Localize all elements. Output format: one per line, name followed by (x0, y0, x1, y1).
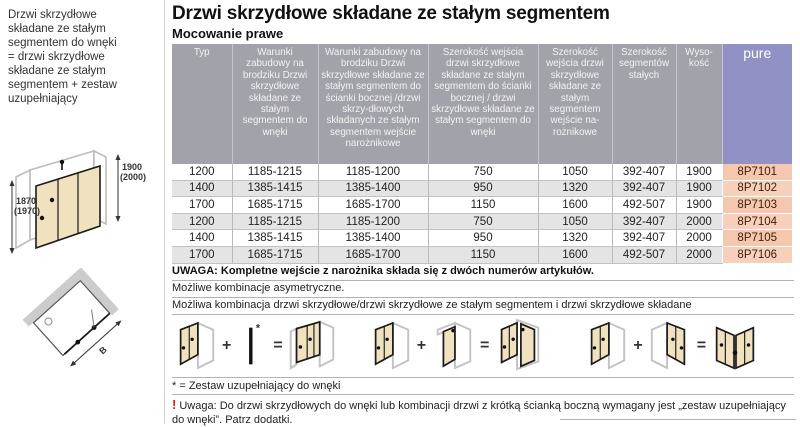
cell-article-number: 8P7105 (722, 230, 792, 247)
note-uwaga: UWAGA: Kompletne wejście z narożnika składa się z dwóch numerów artykułów. (172, 264, 794, 281)
column-header-pure: pure (722, 44, 792, 164)
description-line: Drzwi skrzydłowe (8, 9, 97, 21)
cell-szerokosc-wejscia: 750 (428, 164, 538, 180)
page-subtitle: Mocowanie prawe (172, 26, 284, 41)
cell-warunki-wneka: 1685-1715 (232, 197, 318, 214)
cell-szerokosc-wejscia: 1150 (428, 197, 538, 214)
column-header-szerokosc-wejscia: Szerokość wejścia drzwi skrzydłowe składane ze stałym segmentem do ścianki bocznej / drzwi skrzydłowe składane ze stałym segmentem do wnęki (428, 44, 538, 164)
combo-group-side-panel (367, 318, 544, 374)
column-header-wysokosc: Wyso-kość (676, 44, 722, 164)
cell-wysokosc: 2000 (676, 213, 722, 230)
folding-door-icon (172, 318, 218, 374)
table-row (172, 213, 792, 230)
folding-door-icon (583, 318, 629, 374)
cell-segmenty: 492-507 (612, 246, 676, 263)
note-combination: Możliwa kombinacja drzwi skrzydłowe/drzwi skrzydłowe ze stałym segmentem i drzwi skrzydłowe składane (172, 298, 794, 315)
spec-table (172, 44, 792, 264)
page-title: Drzwi skrzydłowe składane ze stałym segmentem (172, 3, 610, 24)
folding-door-mirror-icon (647, 318, 693, 374)
warning-exclamation-icon: ! (172, 396, 177, 412)
cell-article-number: 8P7104 (722, 213, 792, 230)
asterisk-mark: * (256, 322, 261, 335)
warning-text: Uwaga: Do drzwi skrzydłowych do wnęki lub kombinacji drzwi z krótką ścianką boczną wymagany jest „zestaw uzupełniający do wnęki”. Patrz dodatki. (172, 399, 786, 426)
main-content (172, 0, 794, 427)
dim-height-left-value: 1870 (16, 196, 37, 206)
cell-szerokosc-wejscia: 950 (428, 230, 538, 247)
sidebar (0, 0, 164, 424)
asterisk-footnote: * = Zestaw uzupełniający do wnęki (172, 378, 794, 395)
cell-segmenty: 392-407 (612, 213, 676, 230)
cell-typ: 1400 (172, 180, 232, 197)
corner-entry-icon (710, 318, 760, 374)
dim-height-left-alt: (1970) (14, 206, 41, 216)
cell-article-number: 8P7102 (722, 180, 792, 197)
cell-szerokosc-wejscia: 1150 (428, 246, 538, 263)
bottom-rule (560, 419, 796, 420)
cell-article-number: 8P7106 (722, 246, 792, 263)
cell-typ: 1200 (172, 164, 232, 180)
plus-sign: + (416, 336, 427, 354)
technical-drawing-plan-icon (2, 268, 162, 388)
door-in-niche-icon (287, 318, 337, 374)
cell-szerokosc-narozne: 1320 (538, 230, 612, 247)
cell-wysokosc: 2000 (676, 246, 722, 263)
description-line: segmentem + zestaw (8, 79, 117, 91)
column-header-warunki-narozne: Warunki zabudowy na brodziku Drzwi skrzydłowe składane ze stałym segmentem do ścianki bocznej /drzwi skrzy-dłowych składanych ze stałym segmentem wejście narożnikowe (318, 44, 428, 164)
dim-height-right-alt: (2000) (120, 172, 147, 182)
technical-drawing-front-icon (2, 138, 162, 264)
equals-sign: = (696, 336, 707, 354)
cell-wysokosc: 1900 (676, 180, 722, 197)
cell-szerokosc-narozne: 1050 (538, 213, 612, 230)
cell-segmenty: 392-407 (612, 164, 676, 180)
folding-door-icon (367, 318, 413, 374)
cell-typ: 1200 (172, 213, 232, 230)
sidebar-divider (164, 0, 165, 424)
cell-article-number: 8P7103 (722, 197, 792, 214)
description-line: segmentem do wnęki (8, 37, 117, 49)
warning-note (172, 395, 794, 427)
column-header-warunki-wneka: Warunki zabudowy na brodziku Drzwi skrzydłowe składane ze stałym segmentem do wnęki (232, 44, 318, 164)
table-row (172, 197, 792, 214)
plus-sign: + (633, 336, 643, 354)
cell-warunki-narozne: 1185-1200 (318, 164, 428, 180)
table-row (172, 246, 792, 263)
combo-group-niche (172, 318, 337, 374)
cell-warunki-wneka: 1185-1215 (232, 213, 318, 230)
table-row (172, 164, 792, 180)
column-header-typ: Typ (172, 44, 232, 164)
cell-warunki-narozne: 1385-1400 (318, 230, 428, 247)
cell-warunki-wneka: 1385-1415 (232, 180, 318, 197)
side-panel-icon (430, 318, 476, 374)
cell-szerokosc-narozne: 1320 (538, 180, 612, 197)
cell-wysokosc: 1900 (676, 164, 722, 180)
header-row (172, 44, 792, 164)
cell-szerokosc-narozne: 1600 (538, 246, 612, 263)
cell-warunki-narozne: 1385-1400 (318, 180, 428, 197)
cell-wysokosc: 2000 (676, 230, 722, 247)
cell-segmenty: 392-407 (612, 180, 676, 197)
cell-segmenty: 492-507 (612, 197, 676, 214)
door-with-side-panel-icon (493, 318, 543, 374)
cell-wysokosc: 1900 (676, 197, 722, 214)
combination-diagrams (172, 315, 794, 378)
cell-warunki-wneka: 1185-1215 (232, 164, 318, 180)
cell-szerokosc-wejscia: 750 (428, 213, 538, 230)
cell-typ: 1700 (172, 246, 232, 263)
cell-warunki-wneka: 1385-1415 (232, 230, 318, 247)
cell-warunki-wneka: 1685-1715 (232, 246, 318, 263)
cell-segmenty: 392-407 (612, 230, 676, 247)
plus-sign: + (222, 336, 232, 354)
cell-szerokosc-wejscia: 950 (428, 180, 538, 197)
cell-typ: 1400 (172, 230, 232, 247)
cell-article-number: 8P7101 (722, 164, 792, 180)
note-asymmetric: Możliwe kombinacje asymetryczne. (172, 281, 794, 298)
cell-szerokosc-narozne: 1050 (538, 164, 612, 180)
dim-width-label: B (97, 344, 109, 357)
cell-typ: 1700 (172, 197, 232, 214)
combo-group-corner (583, 318, 760, 374)
equals-sign: = (273, 336, 283, 354)
column-header-szerokosc-narozne: Szerokość wejścia drzwi skrzydłowe składane ze stałym segmentem wejście na-rożnikowe (538, 44, 612, 164)
description-line: składane ze stałym (8, 23, 106, 35)
description-line: = drzwi skrzydłowe (8, 51, 105, 63)
supplement-kit-icon (235, 318, 269, 374)
cell-warunki-narozne: 1685-1700 (318, 197, 428, 214)
product-description (8, 8, 160, 106)
table-row (172, 230, 792, 247)
column-header-segmenty: Szerokość segmentów stałych (612, 44, 676, 164)
table-row (172, 180, 792, 197)
cell-warunki-narozne: 1185-1200 (318, 213, 428, 230)
description-line: uzupełniający (8, 93, 78, 105)
cell-szerokosc-narozne: 1600 (538, 197, 612, 214)
equals-sign: = (480, 336, 490, 354)
dim-height-right-value: 1900 (122, 162, 143, 172)
description-line: składane ze stałym (8, 65, 106, 77)
cell-warunki-narozne: 1685-1700 (318, 246, 428, 263)
